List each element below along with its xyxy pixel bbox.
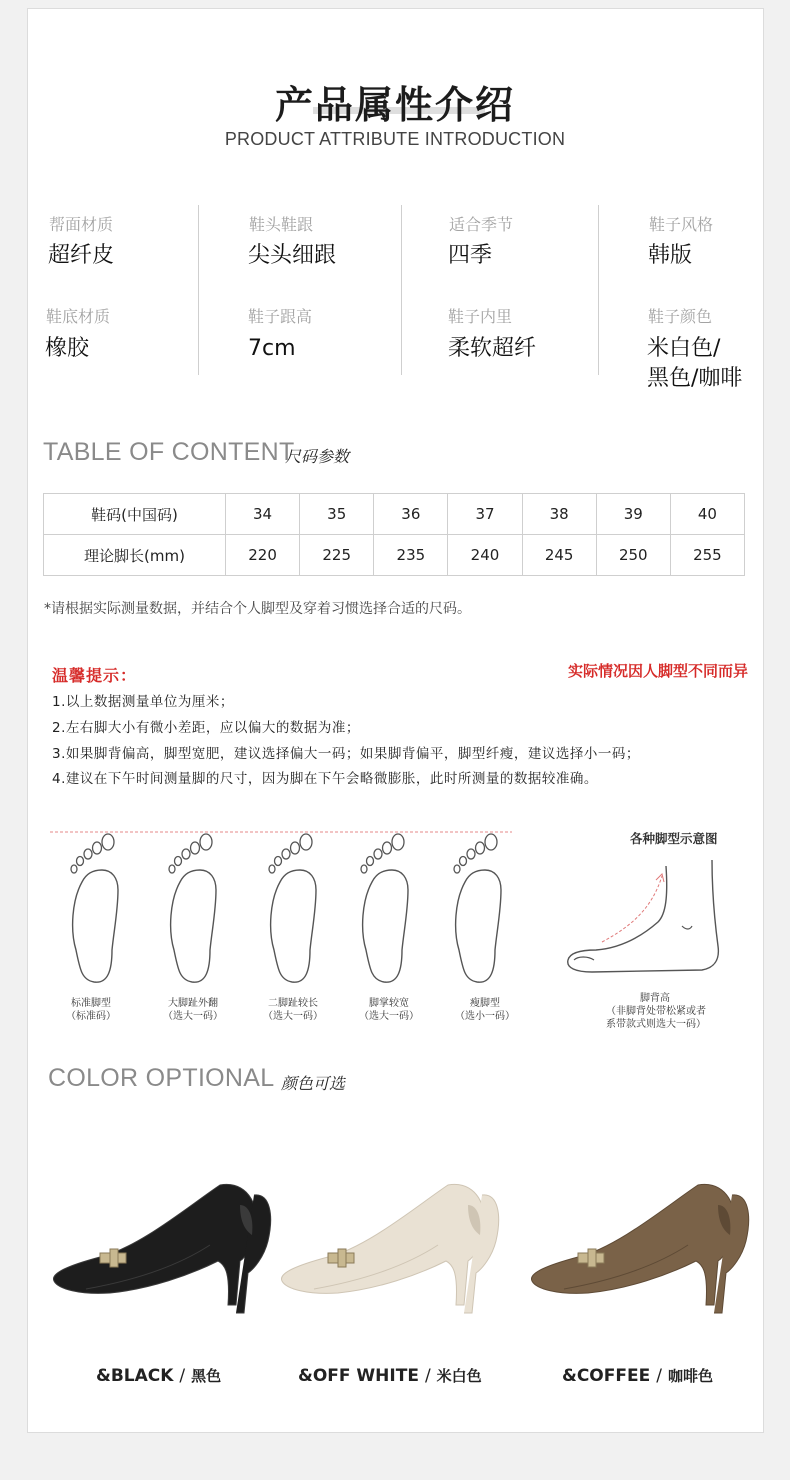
color-label-coffee — [562, 1365, 713, 1386]
side-caption-line: 脚背高 — [640, 993, 670, 1004]
foot-type-advice: （选大一码） — [359, 1011, 419, 1022]
tip-item: 2.左右脚大小有微小差距，应以偏大的数据为准； — [52, 720, 360, 736]
attr-label-style: 鞋子风格 — [649, 215, 714, 234]
attr-label-sole-material: 鞋底材质 — [46, 307, 111, 326]
tips-title: 温馨提示： — [52, 666, 138, 685]
color-name-en: &OFF WHITE — [298, 1366, 419, 1386]
shoe-black — [53, 1184, 270, 1313]
side-caption-line: 系带款式则选大一码） — [606, 1019, 706, 1030]
attr-value-heel-height: 7cm — [248, 336, 296, 361]
tip-item: 4.建议在下午时间测量脚的尺寸，因为脚在下午会略微膨胀，此时所测量的数据较准确。 — [52, 771, 598, 787]
side-caption-line: （非脚背处带松紧或者 — [606, 1006, 706, 1017]
tip-item: 3.如果脚背偏高，脚型宽肥，建议选择偏大一码；如果脚背偏平，脚型纤瘦，建议选择小一码； — [52, 746, 640, 762]
color-name-cn: 米白色 — [436, 1367, 482, 1385]
attr-label-color: 鞋子颜色 — [648, 307, 713, 326]
column-divider — [598, 205, 599, 375]
shoe-coffee — [531, 1184, 748, 1313]
color-name-cn: 黑色 — [191, 1367, 222, 1385]
color-separator: / — [656, 1366, 662, 1386]
shoe-black-image — [40, 1165, 280, 1315]
color-label-black — [96, 1365, 221, 1386]
color-section-title: COLOR OPTIONAL — [48, 1064, 275, 1092]
foot-type-name: 瘦脚型 — [470, 998, 500, 1009]
size-note: *请根据实际测量数据，并结合个人脚型及穿着习惯选择合适的尺码。 — [44, 601, 471, 617]
foot-type-name: 大脚趾外翻 — [168, 998, 218, 1009]
table-cell: 220 — [226, 535, 300, 576]
attr-value-color: 米白色/ — [647, 336, 721, 361]
table-row — [44, 535, 745, 576]
foot-long-second-toe-icon — [269, 834, 316, 982]
attr-label-toe-heel: 鞋头鞋跟 — [249, 215, 314, 234]
foot-slim-icon — [454, 834, 501, 982]
attr-label-upper-material: 帮面材质 — [49, 215, 114, 234]
attr-value-sole-material: 橡胶 — [45, 336, 90, 361]
foot-type-advice: （选大一码） — [263, 1011, 323, 1022]
tips-disclaimer: 实际情况因人脚型不同而异 — [567, 662, 748, 680]
column-divider — [198, 205, 199, 375]
table-cell: 39 — [596, 494, 670, 535]
foot-type-advice: （选小一码） — [455, 1011, 515, 1022]
foot-outlines — [60, 830, 520, 990]
attr-value-style: 韩版 — [648, 243, 693, 268]
table-cell: 35 — [300, 494, 374, 535]
foot-bunion-icon — [169, 834, 216, 982]
foot-type-advice: （选大一码） — [163, 1011, 223, 1022]
color-label-off-white — [298, 1365, 482, 1386]
table-cell: 225 — [300, 535, 374, 576]
table-row — [44, 494, 745, 535]
attr-value-season: 四季 — [448, 243, 493, 268]
size-table — [43, 493, 745, 576]
size-section-title: TABLE OF CONTENT — [43, 438, 295, 466]
table-cell: 38 — [522, 494, 596, 535]
foot-type-name: 二脚趾较长 — [268, 998, 318, 1009]
column-divider — [401, 205, 402, 375]
attr-label-heel-height: 鞋子跟高 — [248, 307, 313, 326]
color-name-en: &BLACK — [96, 1366, 174, 1386]
foot-wide-icon — [361, 834, 408, 982]
color-name-en: &COFFEE — [562, 1366, 651, 1386]
attr-value-color-line2: 黑色/咖啡 — [647, 366, 743, 391]
table-cell: 37 — [448, 494, 522, 535]
foot-side-view-icon — [562, 856, 732, 984]
size-section-subtitle: 尺码参数 — [285, 447, 350, 466]
color-separator: / — [179, 1366, 186, 1386]
shoe-off-white — [281, 1184, 498, 1313]
table-cell: 245 — [522, 535, 596, 576]
table-cell: 240 — [448, 535, 522, 576]
table-cell: 36 — [374, 494, 448, 535]
tip-item: 1.以上数据测量单位为厘米； — [52, 694, 234, 710]
attr-label-lining: 鞋子内里 — [448, 307, 513, 326]
foot-standard-icon — [71, 834, 118, 982]
row-header-length: 理论脚长(mm) — [44, 535, 226, 576]
table-cell: 34 — [226, 494, 300, 535]
page-subtitle: PRODUCT ATTRIBUTE INTRODUCTION — [224, 129, 566, 149]
color-separator: / — [424, 1366, 431, 1386]
table-cell: 250 — [596, 535, 670, 576]
shoe-coffee-image — [518, 1165, 758, 1315]
attr-value-upper-material: 超纤皮 — [48, 243, 115, 268]
foot-type-advice: （标准码） — [66, 1011, 116, 1022]
attr-value-toe-heel: 尖头细跟 — [248, 243, 337, 268]
table-cell: 235 — [374, 535, 448, 576]
side-foot-title: 各种脚型示意图 — [630, 831, 718, 846]
color-name-cn: 咖啡色 — [667, 1367, 713, 1385]
attr-label-season: 适合季节 — [449, 215, 514, 234]
row-header-size: 鞋码(中国码) — [44, 494, 226, 535]
foot-type-name: 标准脚型 — [71, 998, 111, 1009]
foot-type-name: 脚掌较宽 — [369, 998, 409, 1009]
page-title: 产品属性介绍 — [274, 83, 515, 127]
attr-value-lining: 柔软超纤 — [448, 336, 537, 361]
table-cell: 40 — [670, 494, 744, 535]
color-section-subtitle: 颜色可选 — [281, 1074, 346, 1093]
table-cell: 255 — [670, 535, 744, 576]
shoe-off-white-image — [268, 1165, 508, 1315]
